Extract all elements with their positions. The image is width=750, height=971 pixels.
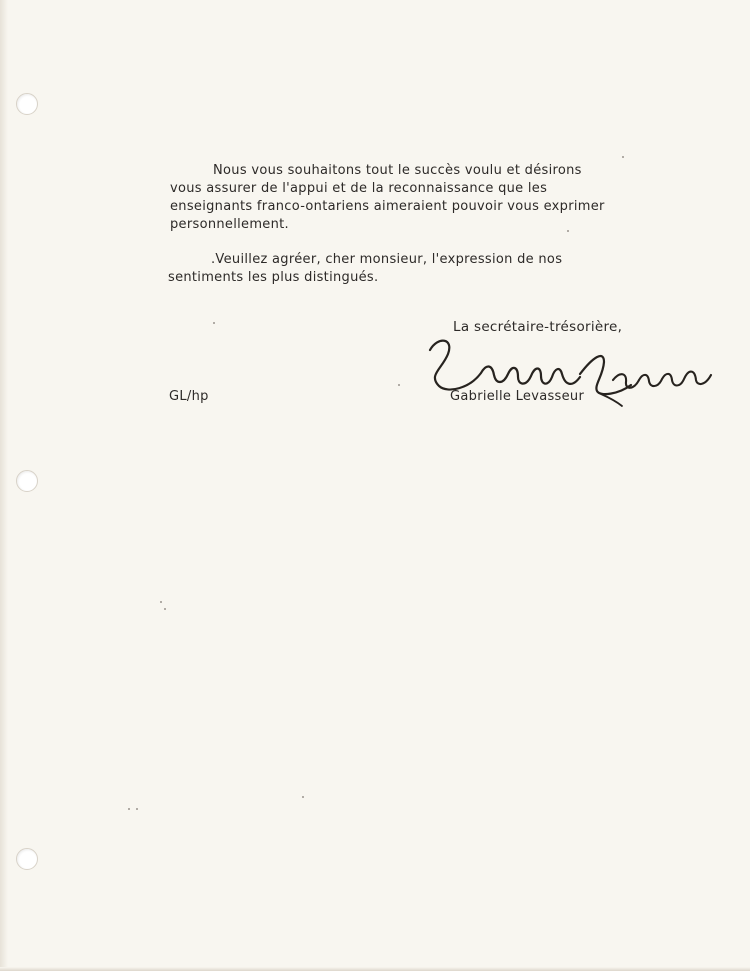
punch-hole-icon xyxy=(16,470,38,492)
typed-signatory-name: Gabrielle Levasseur xyxy=(450,389,585,404)
paper-bottom-edge xyxy=(0,967,750,971)
closing-title: La secrétaire-trésorière, xyxy=(453,319,623,335)
paragraph-2-line-2: sentiments les plus distingués. xyxy=(168,270,379,285)
paper-speck xyxy=(164,608,166,610)
paragraph-1-line-4: personnellement. xyxy=(170,217,289,232)
paper-speck xyxy=(567,230,569,232)
punch-hole-icon xyxy=(16,93,38,115)
paper-speck xyxy=(136,808,138,810)
paper-speck xyxy=(398,384,400,386)
paper-left-edge xyxy=(0,0,8,971)
paper-speck xyxy=(160,601,162,603)
paragraph-1-line-2: vous assurer de l'appui et de la reconnaissance que les xyxy=(170,181,548,196)
paragraph-1-line-1: Nous vous souhaitons tout le succès voulu et désirons xyxy=(213,163,582,178)
typist-initials: GL/hp xyxy=(169,389,209,404)
punch-hole-icon xyxy=(16,848,38,870)
paper-speck xyxy=(302,796,304,798)
paragraph-1-line-3: enseignants franco-ontariens aimeraient pouvoir vous exprimer xyxy=(170,199,605,214)
paper-speck xyxy=(128,808,130,810)
paper-speck xyxy=(213,322,215,324)
paragraph-2-line-1: .Veuillez agréer, cher monsieur, l'expression de nos xyxy=(211,252,563,267)
paper-speck xyxy=(622,156,624,158)
